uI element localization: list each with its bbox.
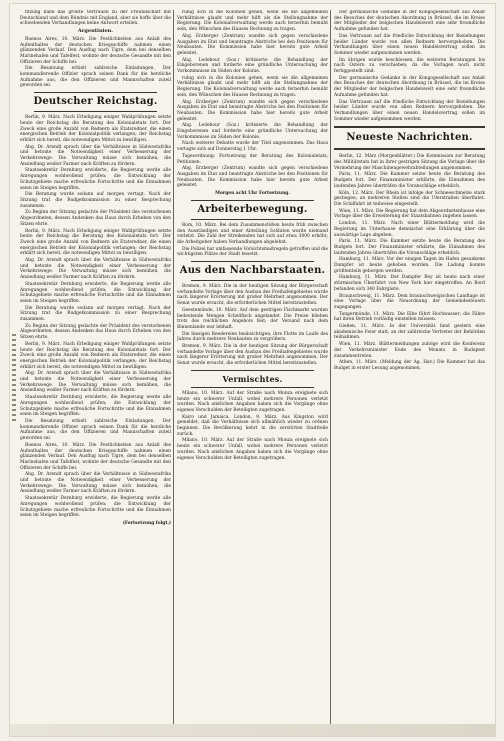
paragraph: Paris, 11. März. Die Kammer setzte heute die Beratung des Budgets fort. Der Finanzminister erklärte, die Einnahmen des laufenden Jahres überträfen die Voranschläge erheblich. (334, 239, 485, 256)
paragraph: Nach weiterer Debatte wurde der Titel angenommen. Das Haus vertagte sich auf Donnerstag 1 Uhr. (177, 141, 328, 153)
paragraph: Hamburg, 11. März. Der Dampfer Bey ist heute nach einer stürmischen Überfahrt von New York hier eingetroffen. An Bord befanden sich 340 Fahrgäste. (334, 275, 485, 292)
divider (191, 219, 314, 220)
paragraph: Das Vertrauen auf die friedliche Entwicklung der Beziehungen beider Länder wurde von allen Rednern hervorgehoben. Die Verhandlungen über einen neuen Handelsvertrag sollen im Sommer wieder aufgenommen werden. (334, 99, 485, 122)
section-heading-arbeiterbewegung: Arbeiterbewegung. (197, 203, 308, 215)
paragraph: Athen, 11. März. (Meldung der Ag. Hav.) Die Kammer hat das Budget in erster Lesung angenommen. (334, 360, 485, 371)
paragraph: Milano, 10. März. Auf der Straße nach Monza ereignete sich heute ein schwerer Unfall, wobei mehrere Personen verletzt wurden. Nach amtlichen Angaben haben sich die Vorgänge ohne eigenes Verschulden der Beteiligten zugetragen. (177, 438, 328, 461)
paragraph: Abg. Erzberger (Zentrum) wandte sich gegen verschiedene Ausgaben im Etat und beantragte Abstriche bei den Positionen für Neubauten. Die Kommission habe hier bereits gute Arbeit geleistet. (177, 99, 328, 122)
paragraph: Die Besatzung erhielt zahlreiche Einladungen. Der kommandierende Offizier sprach seinen Dank für die herzliche Aufnahme aus, die den Offizieren und Mannschaften zuteil geworden sei. (20, 419, 171, 442)
column-left (20, 10, 171, 726)
divider (334, 126, 485, 128)
paragraph: Gießen, 11. März. In der Universität fand gestern eine akademische Feier statt, an der zahlreiche Vertreter der Behörden teilnahmen. (334, 324, 485, 341)
paragraph: Rom, 10. März. Bei dem Zusammenstößen heute früh zwischen den Ausständigen und einer Abteilung Soldaten wurde niemand verletzt. Die Zahl der Streikenden hat sich auf etwa 3000 erhöht; die Arbeitgeber haben Verhandlungen abgelehnt. (177, 222, 328, 245)
paragraph: Abg. Erzberger (Zentrum) wandte sich gegen verschiedene Ausgaben im Etat und beantragte Abstriche bei den Positionen für Neubauten. Die Kommission habe hier bereits gute Arbeit geleistet. (177, 33, 328, 56)
paragraph: London, 11. März. Nach einer Blättermeldung wird die Regierung im Unterhause demnächst eine Erklärung über die auswärtige Lage abgeben. (334, 221, 485, 238)
paragraph: Berlin, 9. März. Nach Erledigung einiger Wahlprüfungen setzte heute der Reichstag die Beratung des Kolonialetats fort. Der Zweck eine große Anzahl von Rednern als Etatsredner, die einen energischen Betrieb der Kolonialpolitik verlangen; der Reichstag erklärt sich bereit, die notwendigen Mittel zu bewilligen. (20, 228, 171, 257)
paragraph: Die hiesigen Reedereien beabsichtigen, ihre Flotte im Laufe des Jahres durch mehrere Neubauten zu vergrößern. (177, 331, 328, 343)
divider (334, 148, 485, 150)
paragraph: Köln, 12. März. Der Rhein ist infolge der Schneeschmelze stark gestiegen; an mehreren Stellen sind die Uferstraßen überflutet. Die Schiffahrt ist teilweise eingestellt. (334, 190, 485, 207)
subheading-argentinien: Argentinien. (77, 28, 114, 35)
divider (34, 92, 157, 93)
paragraph: Die Besatzung erhielt zahlreiche Einladungen. Der kommandierende Offizier sprach seinen Dank für die herzliche Aufnahme aus, die den Offizieren und Mannschaften zuteil geworden sei. (20, 66, 171, 89)
column-rule-1 (173, 10, 174, 726)
paragraph: Bremen, 9. März. Die in der heutigen Sitzung der Bürgerschaft verhandelte Vorlage über den Ausbau des Freihafengebietes wurde nach längerer Erörterung mit großer Mehrheit angenommen. Der Senat wurde ersucht, die erforderlichen Mittel bereitzustellen. (177, 284, 328, 307)
column-middle (177, 10, 328, 726)
page-bottom-edge (10, 724, 495, 736)
paragraph: Im übrigen wurde beschlossen, die weiteren Beratungen bis nach Ostern zu verschieben, da die Vorlagen noch nicht fertiggestellt sind. (334, 57, 485, 75)
closing-note: Morgen acht Uhr Fortsetzung. (215, 191, 290, 197)
paragraph: Buenos Aires, 10. März. Die Festlichkeiten aus Anlaß des Aufenthaltes der deutschen Kriegsschiffe nahmen einen glänzenden Verlauf. Den Ausflug nach Tigre, dem bei denselben Marinehafen und Tafelfest, wohnte der deutsche Gesandte mit den Offizieren der Schiffe bei. (20, 442, 171, 471)
paragraph: Hamburg, 11. März. Vor der einigen Tagen im Hafen gesunkene Dampfer ist heute gehoben worden. Die Ladung konnte größtenteils geborgen werden. (334, 257, 485, 274)
section-heading-vermischtes: Vermischtes. (222, 373, 283, 384)
paragraph: Bremen, 9. März. Die in der heutigen Sitzung der Bürgerschaft verhandelte Vorlage über den Ausbau des Freihafengebietes wurde nach längerer Erörterung mit großer Mehrheit angenommen. Der Senat wurde ersucht, die erforderlichen Mittel bereitzustellen. (177, 344, 328, 367)
divider (191, 387, 314, 388)
paragraph: Abg. Ledebour (Soz.) kritisierte die Behandlung der Eingeborenen und forderte eine gründliche Untersuchung der Vorkommnisse im Süden der Kolonie. (177, 123, 328, 140)
paragraph: Staatssekretär Dernburg erwiderte, die Regierung werde alle Anregungen wohlwollend prüfen; die Entwicklung der Schutzgebiete mache erfreuliche Fortschritte und die Einnahmen seien im Steigen begriffen. (20, 395, 171, 418)
paragraph: Berlin, 9. März. Nach Erledigung einiger Wahlprüfungen setzte heute der Reichstag die Beratung des Kolonialetats fort. Der Zweck eine große Anzahl von Rednern als Etatsredner, die einen energischen Betrieb der Kolonialpolitik verlangen; der Reichstag erklärt sich bereit, die notwendigen Mittel zu bewilligen. (20, 115, 171, 143)
paragraph: Abg. Ledebour (Soz.) kritisierte die Behandlung der Eingeborenen und forderte eine gründliche Untersuchung der Vorkommnisse im Süden der Kolonie. (177, 57, 328, 75)
continuation-note: (Fortsetzung folgt.) (122, 520, 171, 526)
paragraph: Tangermünde, 11. März. Die Elbe führt Hochwasser; die Fähre hat ihren Betrieb vorläufig einstellen müssen. (334, 311, 485, 323)
section-heading-neueste-nachrichten: Neueste Nachrichten. (346, 132, 473, 144)
divider (191, 261, 314, 262)
paragraph: Milano, 10. März. Auf der Straße nach Monza ereignete sich heute ein schwerer Unfall, wobei mehrere Personen verletzt wurden. Nach amtlichen Angaben haben sich die Vorgänge ohne eigenes Verschulden der Beteiligten zugetragen. (177, 390, 328, 413)
paragraph: Das Vertrauen auf die friedliche Entwicklung der Beziehungen beider Länder wurde von allen Rednern hervorgehoben. Die Verhandlungen über einen neuen Handelsvertrag sollen im Sommer wieder aufgenommen werden. (334, 33, 485, 56)
paragraph: Der germanische Gedanke in der Kongogesellschaft aus Anlaß des Besuches der deutschen Abordnung in Brüssel, die im Kreise der Mitglieder der belgischen Handelswelt eine sehr freundliche Aufnahme gefunden hat. (334, 75, 485, 98)
paragraph: Tagesordnung: Fortsetzung der Beratung des Kolonialetats, Petitionen. (177, 153, 328, 165)
paragraph: Die Beratung wurde sodann auf morgen vertagt. Nach der Sitzung trat die Budgetkommission zu einer Besprechung zusammen. (20, 192, 171, 209)
paragraph: Wien, 11. März. Die Regierung hat dem Abgeordnetenhause eine Vorlage über die Erweiterung der Staatsbahnen zugehen lassen. (334, 208, 485, 220)
paragraph: Die Beratung wurde sodann auf morgen vertagt. Nach der Sitzung trat die Budgetkommission zu einer Besprechung zusammen. (20, 305, 171, 323)
divider (191, 370, 314, 371)
paragraph: Zu Beginn der Sitzung gedachte der Präsident des verstorbenen Abgeordneten, dessen Andenken das Haus durch Erheben von den Sitzen ehrte. (20, 210, 171, 227)
column-right (334, 10, 485, 726)
paragraph: Abg. Dr. Arendt sprach über die Verhältnisse in Südwestafrika und betonte die Notwendigkeit einer Verbesserung der Verkehrswege. Die Verwaltung müsse sich bemühen, die Ansiedlung weißer Farmer nach Kräften zu fördern. (20, 371, 171, 394)
paragraph: Staatssekretär Dernburg erwiderte, die Regierung werde alle Anregungen wohlwollend prüfen; die Entwicklung der Schutzgebiete mache erfreuliche Fortschritte und die Einnahmen seien im Steigen begriffen. (20, 496, 171, 519)
paragraph: Paris, 11. März. Die Kammer setzte heute die Beratung des Budgets fort. Der Finanzminister erklärte, die Einnahmen des laufenden Jahres überträfen die Voranschläge erheblich. (334, 172, 485, 189)
divider (191, 200, 314, 201)
paragraph: Abg. Dr. Arendt sprach über die Verhältnisse in Südwestafrika und betonte die Notwendigkeit einer Verbesserung der Verkehrswege. Die Verwaltung müsse sich bemühen, die Ansiedlung weißer Farmer nach Kräften zu fördern. (20, 258, 171, 281)
paragraph: Abg. Dr. Arendt sprach über die Verhältnisse in Südwestafrika und betonte die Notwendigkeit einer Verbesserung der Verkehrswege. Die Verwaltung müsse sich bemühen, die Ansiedlung weißer Farmer nach Kräften zu fördern. (20, 472, 171, 495)
divider (34, 111, 157, 112)
divider (191, 280, 314, 281)
paragraph: ruhig sich in die Kolonien gehen, wenn sie die allgemeinen Verhältnisse glaubt und mehr hilft als die Stellungnahme der Regierung. Die Kolonialverwaltung werde auch fernerhin bemüht sein, den Wünschen des Hauses Rechnung zu tragen. (177, 75, 328, 98)
paragraph: Staatssekretär Dernburg erwiderte, die Regierung werde alle Anregungen wohlwollend prüfen; die Entwicklung der Schutzgebiete mache erfreuliche Fortschritte und die Einnahmen seien im Steigen begriffen. (20, 168, 171, 191)
paragraph: Braunschweig, 11. März. Dem braunschweigischen Landtage ist eine Vorlage über die Neuordnung der Gemeindesteuern zugegangen. (334, 293, 485, 310)
paragraph: Zu Beginn der Sitzung gedachte der Präsident des verstorbenen Abgeordneten, dessen Andenken das Haus durch Erheben von den Sitzen ehrte. (20, 323, 171, 341)
paragraph: Abg. Erzberger (Zentrum) wandte sich gegen verschiedene Ausgaben im Etat und beantragte Abstriche bei den Positionen für Neubauten. Die Kommission habe hier bereits gute Arbeit geleistet. (177, 166, 328, 189)
paragraph: Wien, 11. März. Blättermeldungen zufolge wird die Konferenz der Verkehrsminister Ende des Monats in Budapest zusammentreten. (334, 342, 485, 359)
paragraph: Kairo und Jamaica. London, 9. März. Aus Kingston wird gemeldet, daß die Verhältnisse sich allmählich wieder zu ordnen beginnen. Die Bevölkerung kehrt in die zerstörten Stadtteile zurück. (177, 414, 328, 437)
paragraph: Geestemünde, 10. März. Auf dem gestrigen Fischmarkt wurden bedeutende Mengen Schellfisch angelandet. Die Preise blieben trotz des reichlichen Angebots fest; der Versand nach dem Binnenlande war lebhaft. (177, 307, 328, 330)
column-rule-2 (330, 10, 331, 726)
paragraph: Berlin, 12. März (Morgenblätter.) Die Kommission zur Beratung des Militäretats hat in ihrer gestrigen Sitzung die Vorlage über die Vermehrung der Maschinengewehrabteilungen angenommen. (334, 154, 485, 171)
paragraph: Der germanische Gedanke in der Kongogesellschaft aus Anlaß des Besuches der deutschen Abordnung in Brüssel, die im Kreise der Mitglieder der belgischen Handelswelt eine sehr freundliche Aufnahme gefunden hat. (334, 10, 485, 33)
margin-mark (12, 334, 16, 424)
paragraph: Abg. Dr. Arendt sprach über die Verhältnisse in Südwestafrika und betonte die Notwendigkeit einer Verbesserung der Verkehrswege. Die Verwaltung müsse sich bemühen, die Ansiedlung weißer Farmer nach Kräften zu fördern. (20, 144, 171, 167)
paragraph: ruhig sich in die Kolonien gehen, wenn sie die allgemeinen Verhältnisse glaubt und mehr hilft als die Stellungnahme der Regierung. Die Kolonialverwaltung werde auch fernerhin bemüht sein, den Wünschen des Hauses Rechnung zu tragen. (177, 10, 328, 33)
section-heading-reichstag: Deutscher Reichstag. (33, 96, 158, 108)
paragraph: Staatssekretär Dernburg erwiderte, die Regierung werde alle Anregungen wohlwollend prüfen; die Entwicklung der Schutzgebiete mache erfreuliche Fortschritte und die Einnahmen seien im Steigen begriffen. (20, 281, 171, 304)
newspaper-page (10, 4, 495, 736)
paragraph: Berlin, 9. März. Nach Erledigung einiger Wahlprüfungen setzte heute der Reichstag die Beratung des Kolonialetats fort. Der Zweck eine große Anzahl von Rednern als Etatsredner, die einen energischen Betrieb der Kolonialpolitik verlangen; der Reichstag erklärt sich bereit, die notwendigen Mittel zu bewilligen. (20, 341, 171, 370)
section-heading-nachbarstaaten: Aus den Nachbarstaaten. (179, 265, 326, 277)
paragraph: fitzung habe das größte Vertrauen zu der Freundschaft mit Deutschland und dem Bündnis mit England, aber sie hoffe über die schwebenden Verhandlungen keine Antwort erteilen. (20, 10, 171, 27)
paragraph: Buenos Aires, 10. März. Die Festlichkeiten aus Anlaß des Aufenthaltes der deutschen Kriegsschiffe nahmen einen glänzenden Verlauf. Den Ausflug nach Tigre, dem bei denselben Marinehafen und Tafelfest, wohnte der deutsche Gesandte mit den Offizieren der Schiffe bei. (20, 36, 171, 65)
paragraph: Die Polizei hat umfassende Vorsichtsmaßregeln getroffen und die wichtigsten Plätze der Stadt besetzt. (177, 246, 328, 258)
